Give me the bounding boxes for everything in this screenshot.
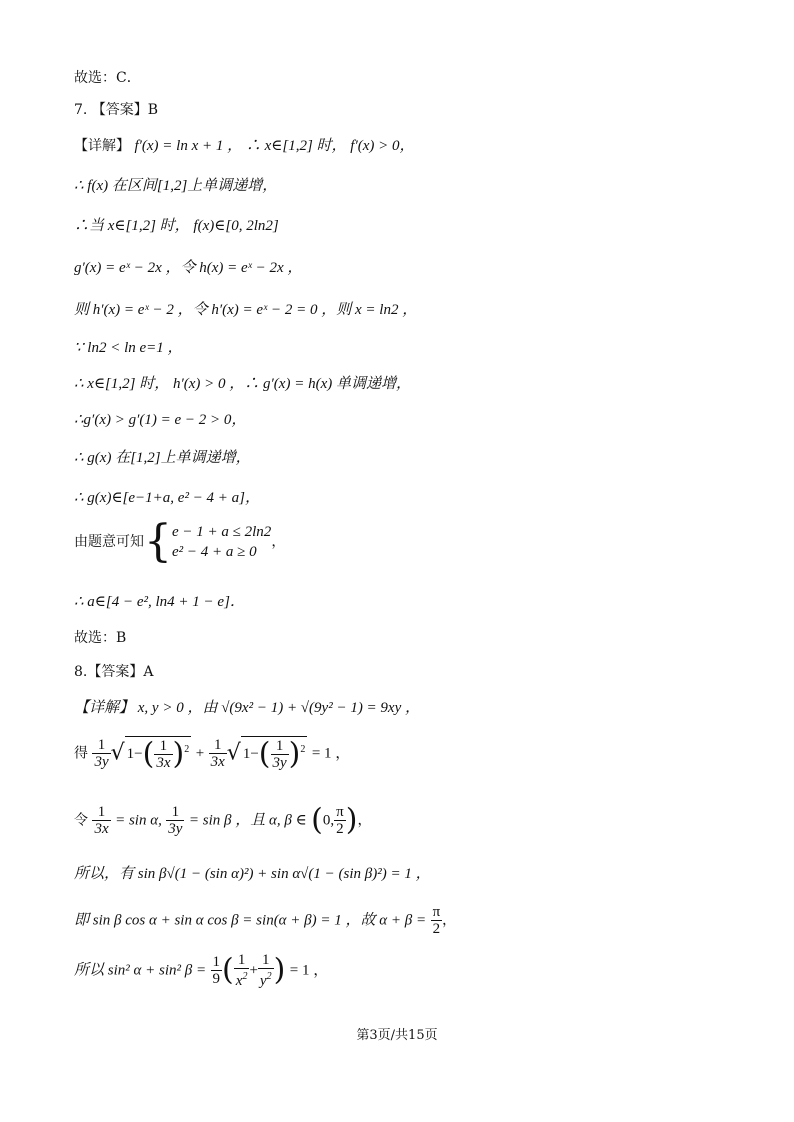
solution-7-result: ∴ a∈[4 − e², ln4 + 1 − e]．	[74, 594, 245, 610]
solution-7-line-7: ∴ x∈[1,2] 时， h′(x) > 0 ，∴ g′(x) = h(x) 单调递增，	[74, 376, 411, 392]
text-choose-b: 故选：B	[74, 630, 127, 646]
page-footer: 第3页/共15页	[356, 1028, 438, 1043]
system-suffix: ，	[271, 534, 286, 550]
equation-tail: = 1 ，	[311, 745, 351, 762]
detail-label: 【详解】	[74, 138, 130, 154]
fraction: $\frac{1}{3y}$	[168, 804, 183, 837]
radical-icon: √	[110, 740, 125, 766]
solution-7-line-6: ∵ ln2 < ln e=1 ，	[74, 340, 183, 356]
solution-8-line-1: 【详解】 x, y > 0 ，由 √(9x² − 1) + √(9y² − 1) = 9xy ，	[74, 700, 420, 716]
solution-8-line-3: 令 $\frac{1}{3x}$ = sin α, $\frac{1}{3y}$ = sin β ，且 α, β ∈ (0, $\frac{\pi}{2}$ )，	[74, 802, 372, 838]
solution-7-line-10: ∴ g(x)∈[e−1+a, e² − 4 + a]，	[74, 490, 261, 506]
line-prefix: 得	[74, 745, 88, 762]
radicand: 1−( $\frac{1}{3x}$ )$^2$	[126, 736, 190, 772]
solution-7-line-8: ∴g′(x) > g′(1) = e − 2 > 0，	[74, 412, 247, 428]
solution-7-line-2: ∴ f(x) 在区间[1,2]上单调递增，	[74, 178, 278, 194]
solution-8-line-6: 所以 sin² α + sin² β = $\frac{1}{9}$ ( $\frac{1}{x^2}$ + $\frac{1}{y^2}$ ) = 1 ，	[74, 952, 329, 989]
answer-7-heading: 7. 【答案】B	[74, 102, 159, 118]
fraction: $\frac{1}{3x}$	[210, 737, 225, 770]
line-prefix: 令	[74, 812, 88, 829]
inequality-system	[172, 522, 271, 562]
sin-beta: = sin β ，且 α, β ∈	[188, 812, 307, 829]
identity: 即 sin β cos α + sin α cos β = sin(α + β) = 1 ，故 α + β =	[74, 912, 427, 929]
answer-8-heading: 8.【答案】A	[74, 664, 154, 680]
solution-7-line-5: 则 h′(x) = eˣ − 2 ，令 h′(x) = eˣ − 2 = 0 ，则 x = ln2 ，	[74, 302, 418, 318]
solution-7-line-4: g′(x) = eˣ − 2x ，令 h(x) = eˣ − 2x ，	[74, 260, 303, 276]
inequality-row-1: e − 1 + a ≤ 2ln2	[172, 524, 272, 540]
fraction: $\frac{1}{3x}$	[94, 804, 109, 837]
text-line-1: 故选：C．	[74, 70, 141, 86]
solution-8-line-2: 得 $\frac{1}{3y}$ √ 1−( $\frac{1}{3x}$ )$^2$ + $\frac{1}{3x}$ √ 1−( $\frac{1}{3y}$ )$^2$ = 1 ，	[74, 736, 351, 772]
sin-alpha: = sin α,	[115, 812, 162, 829]
solution-7-line-3: ∴当 x∈[1,2] 时， f(x)∈[0, 2ln2]	[74, 218, 279, 234]
solution-7-line-9: ∴ g(x) 在[1,2]上单调递增，	[74, 450, 251, 466]
equation-tail: = 1 ，	[289, 962, 329, 979]
solution-7-system	[74, 516, 286, 567]
inequality-row-2: e² − 4 + a ≥ 0	[172, 544, 257, 560]
fraction: $\frac{1}{9}$	[212, 954, 221, 987]
formula: f′(x) = ln x + 1 ， ∴ x∈[1,2] 时， f′(x) > 0，	[134, 138, 415, 154]
radicand: 1−( $\frac{1}{3y}$ )$^2$	[242, 736, 306, 772]
radical-icon: √	[226, 740, 241, 766]
solution-7-line-1	[74, 136, 415, 156]
system-prefix: 由题意可知	[74, 534, 144, 550]
brace-icon: {	[144, 516, 172, 567]
fraction: $\frac{\pi}{2}$	[432, 904, 441, 937]
fraction: $\frac{1}{3y}$	[94, 737, 109, 770]
solution-8-line-4: 所以，有 sin β√(1 − (sin α)²) + sin α√(1 − (sin β)²) = 1 ，	[74, 866, 431, 882]
solution-8-line-5: 即 sin β cos α + sin α cos β = sin(α + β) = 1 ，故 α + β = $\frac{\pi}{2}$ ，	[74, 904, 457, 937]
sum-squares: 所以 sin² α + sin² β =	[74, 962, 207, 979]
